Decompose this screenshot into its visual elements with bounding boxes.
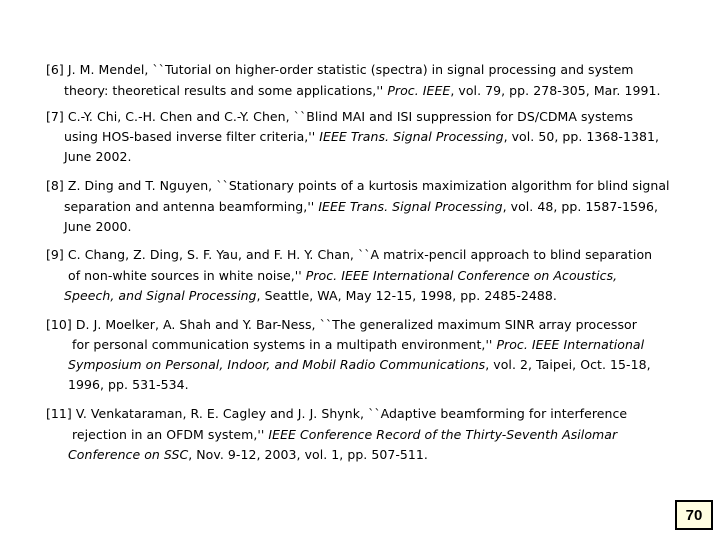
reference-text: rejection in an OFDM system,'' [72, 427, 269, 442]
reference-6-line-1 [46, 62, 634, 78]
reference-venue: Proc. IEEE International [496, 337, 645, 352]
page-number: 70 [675, 500, 713, 530]
reference-8-line-2 [64, 199, 658, 215]
reference-text: [7] C.-Y. Chi, C.-H. Chen and C.-Y. Chen, ``Blind MAI and ISI suppression for DS/CDMA systems [46, 109, 634, 124]
reference-text: , vol. 79, pp. 278-305, Mar. 1991. [450, 83, 661, 98]
reference-8-line-3 [64, 219, 131, 235]
reference-text: [11] V. Venkataraman, R. E. Cagley and J. J. Shynk, ``Adaptive beamforming for interference [46, 406, 628, 421]
reference-11-line-2 [72, 427, 617, 443]
reference-9-line-1 [46, 247, 652, 263]
reference-7-line-2 [64, 129, 659, 145]
reference-venue: Conference on SSC [68, 447, 189, 462]
reference-text: [6] J. M. Mendel, ``Tutorial on higher-order statistic (spectra) in signal processing and system [46, 62, 634, 77]
reference-venue: IEEE Conference Record of the Thirty-Seventh Asilomar [268, 427, 618, 442]
reference-venue: IEEE Trans. Signal Processing [319, 129, 504, 144]
reference-venue: IEEE Trans. Signal Processing [318, 199, 503, 214]
reference-text: [8] Z. Ding and T. Nguyen, ``Stationary points of a kurtosis maximization algorithm for blind signal [46, 178, 670, 193]
reference-text: , Seattle, WA, May 12-15, 1998, pp. 2485-2488. [256, 288, 557, 303]
reference-text: , Nov. 9-12, 2003, vol. 1, pp. 507-511. [188, 447, 428, 462]
reference-text: June 2002. [64, 149, 132, 164]
reference-11-line-1 [46, 406, 627, 422]
reference-text: [9] C. Chang, Z. Ding, S. F. Yau, and F. H. Y. Chan, ``A matrix-pencil approach to blind separation [46, 247, 653, 262]
reference-10-line-3 [68, 357, 651, 373]
reference-venue: Symposium on Personal, Indoor, and Mobil Radio Communications [68, 357, 486, 372]
reference-6-line-2 [64, 83, 660, 99]
reference-text: , vol. 48, pp. 1587-1596, [502, 199, 659, 214]
reference-8-line-1 [46, 178, 670, 194]
reference-11-line-3 [68, 447, 428, 463]
reference-7-line-3 [64, 149, 131, 165]
reference-7-line-1 [46, 109, 633, 125]
reference-text: theory: theoretical results and some applications,'' [64, 83, 388, 98]
reference-10-line-1 [46, 317, 637, 333]
reference-9-line-2 [68, 268, 617, 284]
reference-text: , vol. 2, Taipei, Oct. 15-18, [485, 357, 651, 372]
reference-text: [10] D. J. Moelker, A. Shah and Y. Bar-Ness, ``The generalized maximum SINR array processor [46, 317, 637, 332]
reference-venue: Proc. IEEE International Conference on Acoustics, [305, 268, 618, 283]
reference-text: using HOS-based inverse filter criteria,'' [64, 129, 320, 144]
reference-text: 1996, pp. 531-534. [68, 377, 189, 392]
reference-10-line-2 [72, 337, 644, 353]
reference-venue: Proc. IEEE [387, 83, 451, 98]
reference-text: separation and antenna beamforming,'' [64, 199, 319, 214]
reference-text: for personal communication systems in a multipath environment,'' [72, 337, 497, 352]
reference-10-line-4 [68, 377, 189, 393]
reference-9-line-3 [64, 288, 557, 304]
reference-text: of non-white sources in white noise,'' [68, 268, 306, 283]
reference-venue: Speech, and Signal Processing [64, 288, 257, 303]
reference-text: June 2000. [64, 219, 132, 234]
reference-text: , vol. 50, pp. 1368-1381, [503, 129, 659, 144]
